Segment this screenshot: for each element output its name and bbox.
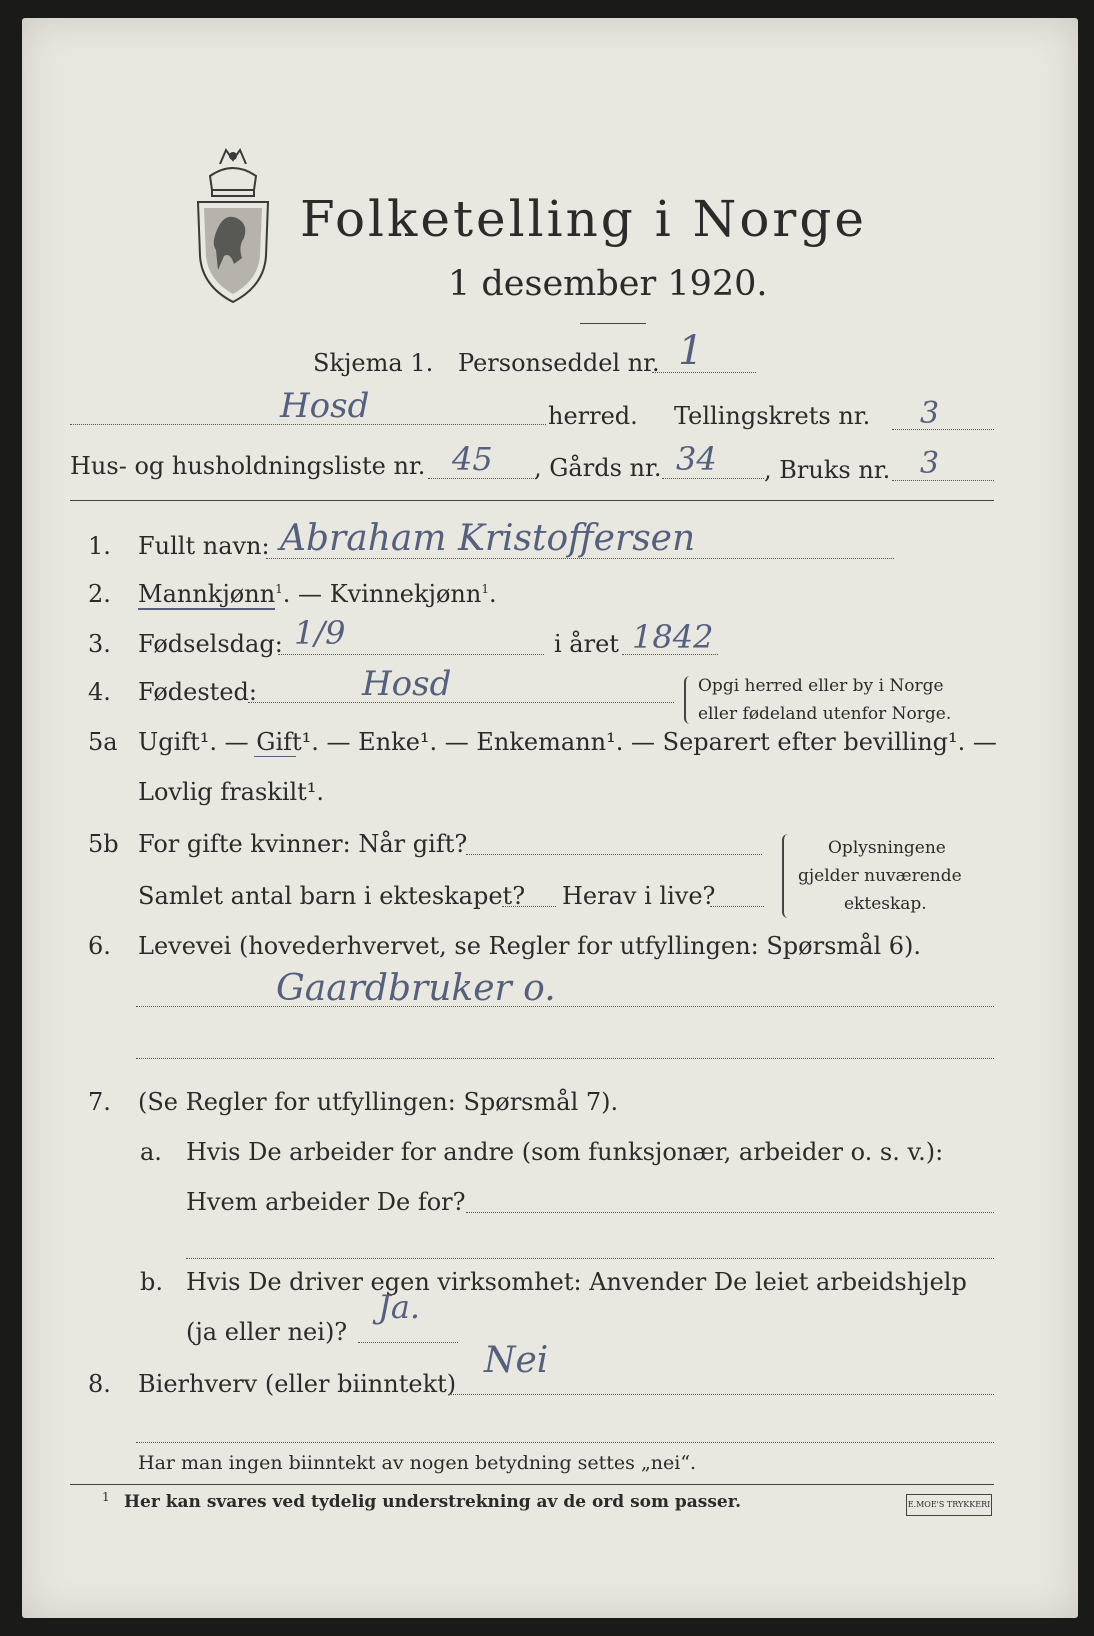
- schema-label: Skjema 1.: [313, 349, 434, 377]
- birthplace-note-1: Opgi herred eller by i Norge: [698, 676, 944, 696]
- full-name-value: Abraham Kristoffersen: [280, 518, 696, 559]
- q3-label: Fødselsdag:: [138, 630, 283, 658]
- male-option: Mannkjønn: [138, 580, 276, 608]
- q7b-letter: b.: [140, 1268, 163, 1296]
- birth-day-value: 1/9: [294, 614, 346, 652]
- q3-number: 3.: [88, 630, 111, 658]
- q4-number: 4.: [88, 678, 111, 706]
- secondary-income-value: Nei: [484, 1340, 549, 1381]
- bruks-label: , Bruks nr.: [764, 456, 891, 484]
- census-date: 1 desember 1920.: [448, 264, 768, 304]
- bruks-value: 3: [920, 446, 940, 481]
- female-option: Kvinnekjønn: [329, 580, 482, 608]
- personseddel-label: Personseddel nr.: [458, 349, 660, 377]
- children-alive-label: Herav i live?: [562, 882, 716, 910]
- employer-label: Hvem arbeider De for?: [186, 1188, 466, 1216]
- footer-divider: [70, 1484, 994, 1485]
- hired-help-value: Ja.: [378, 1288, 421, 1326]
- divorced-option: Lovlig fraskilt¹.: [138, 778, 325, 806]
- header-divider: [70, 500, 994, 501]
- birthplace-note-2: eller fødeland utenfor Norge.: [698, 704, 952, 724]
- q6-number: 6.: [88, 932, 111, 960]
- footnote-text: Her kan svares ved tydelig understrekning av de ord som passer.: [124, 1492, 742, 1512]
- herred-label: herred.: [548, 402, 638, 430]
- gards-label: , Gårds nr.: [534, 454, 662, 482]
- husliste-value: 45: [452, 440, 493, 478]
- q5b-number: 5b: [88, 830, 119, 858]
- marriage-note-1: Oplysningene: [828, 838, 946, 858]
- year-label: i året: [554, 630, 619, 658]
- children-count-label: Samlet antal barn i ekteskapet?: [138, 882, 526, 910]
- marital-status-options: Ugift¹. — Gift¹. — Enke¹. — Enkemann¹. — Separert efter bevilling¹. —: [138, 728, 997, 756]
- gards-value: 34: [676, 440, 717, 478]
- q7-label: (Se Regler for utfyllingen: Spørsmål 7).: [138, 1088, 619, 1116]
- q1-number: 1.: [88, 532, 111, 560]
- marriage-note-3: ekteskap.: [844, 894, 927, 914]
- title-divider: [580, 323, 646, 324]
- q7a-question: Hvis De arbeider for andre (som funksjonær, arbeider o. s. v.):: [186, 1138, 944, 1166]
- printer-stamp: E.MOE'S TRYKKERI: [906, 1494, 992, 1516]
- occupation-value: Gaardbruker o.: [276, 968, 556, 1009]
- q2-gender-line: Mannkjønn$^1$. — Kvinnekjønn$^1$.: [138, 580, 497, 608]
- marriage-note-2: gjelder nuværende: [798, 866, 962, 886]
- married-when-label: For gifte kvinner: Når gift?: [138, 830, 468, 858]
- census-form: [22, 18, 1078, 1618]
- footnote-mark: 1: [102, 1490, 110, 1504]
- husliste-label: Hus- og husholdningsliste nr.: [70, 452, 426, 480]
- birthplace-value: Hosd: [362, 664, 452, 704]
- q7-number: 7.: [88, 1088, 111, 1116]
- q7a-letter: a.: [140, 1138, 162, 1166]
- income-note: Har man ingen biinntekt av nogen betydning settes „nei“.: [138, 1452, 697, 1474]
- q7b-question: Hvis De driver egen virksomhet: Anvender De leiet arbeidshjelp: [186, 1268, 967, 1296]
- tellingskrets-value: 3: [920, 396, 940, 431]
- coat-of-arms-icon: [190, 146, 276, 306]
- form-title: Folketelling i Norge: [300, 190, 867, 248]
- birth-year-value: 1842: [632, 618, 714, 656]
- q4-label: Fødested:: [138, 678, 257, 706]
- q5a-number: 5a: [88, 728, 118, 756]
- occupation-label: Levevei (hovederhvervet, se Regler for utfyllingen: Spørsmål 6).: [138, 932, 922, 960]
- tellingskrets-label: Tellingskrets nr.: [674, 402, 871, 430]
- personseddel-value: 1: [678, 328, 704, 374]
- q1-label: Fullt navn:: [138, 532, 270, 560]
- gift-underline: [254, 756, 296, 757]
- hired-help-label: (ja eller nei)?: [186, 1318, 348, 1346]
- q2-number: 2.: [88, 580, 111, 608]
- q8-number: 8.: [88, 1370, 111, 1398]
- secondary-income-label: Bierhverv (eller biinntekt): [138, 1370, 457, 1398]
- herred-value: Hosd: [280, 386, 370, 426]
